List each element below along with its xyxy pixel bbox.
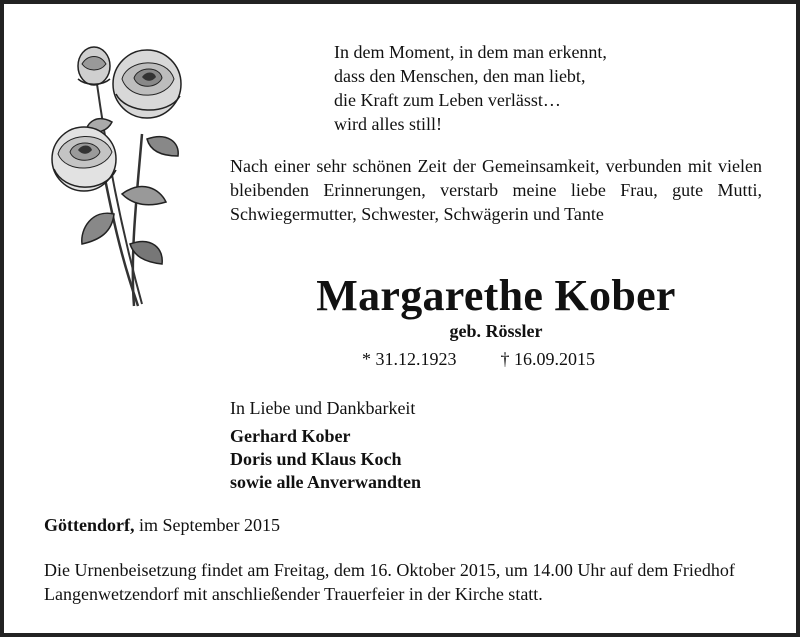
death-date: † 16.09.2015 — [500, 349, 595, 369]
thanks-line: In Liebe und Dankbarkeit — [230, 398, 416, 418]
rose-bouquet-icon — [42, 44, 192, 314]
maiden-name: geb. Rössler — [449, 321, 543, 341]
place-month: im September 2015 — [138, 515, 280, 535]
birth-date: * 31.12.1923 — [362, 349, 457, 369]
burial-notice: Die Urnenbeisetzung findet am Freitag, dem 16. Oktober 2015, um 14.00 Uhr auf dem Friedhof Langenwetzendorf mit anschließender Trauerfeier in der Kirche statt. — [44, 560, 735, 604]
mourner: Doris und Klaus Koch — [230, 449, 402, 469]
place-date — [44, 515, 280, 536]
mourners-list — [230, 425, 421, 494]
place-town: Göttendorf, — [44, 515, 135, 535]
mourner: sowie alle Anverwandten — [230, 472, 421, 492]
deceased-name: Margarethe Kober — [316, 271, 676, 320]
mourner: Gerhard Kober — [230, 426, 351, 446]
poem-line: die Kraft zum Leben verlässt… — [334, 90, 561, 110]
intro-text: Nach einer sehr schönen Zeit der Gemeinsamkeit, verbunden mit vielen bleibenden Erinnerungen, verstarb meine liebe Frau, gute Mutti, Schwiegermutter, Schwester, Schwägerin und Tante — [230, 156, 762, 224]
poem-line: In dem Moment, in dem man erkennt, — [334, 42, 607, 62]
poem — [334, 40, 607, 136]
poem-line: wird alles still! — [334, 114, 442, 134]
poem-line: dass den Menschen, den man liebt, — [334, 66, 586, 86]
life-dates — [362, 349, 595, 370]
